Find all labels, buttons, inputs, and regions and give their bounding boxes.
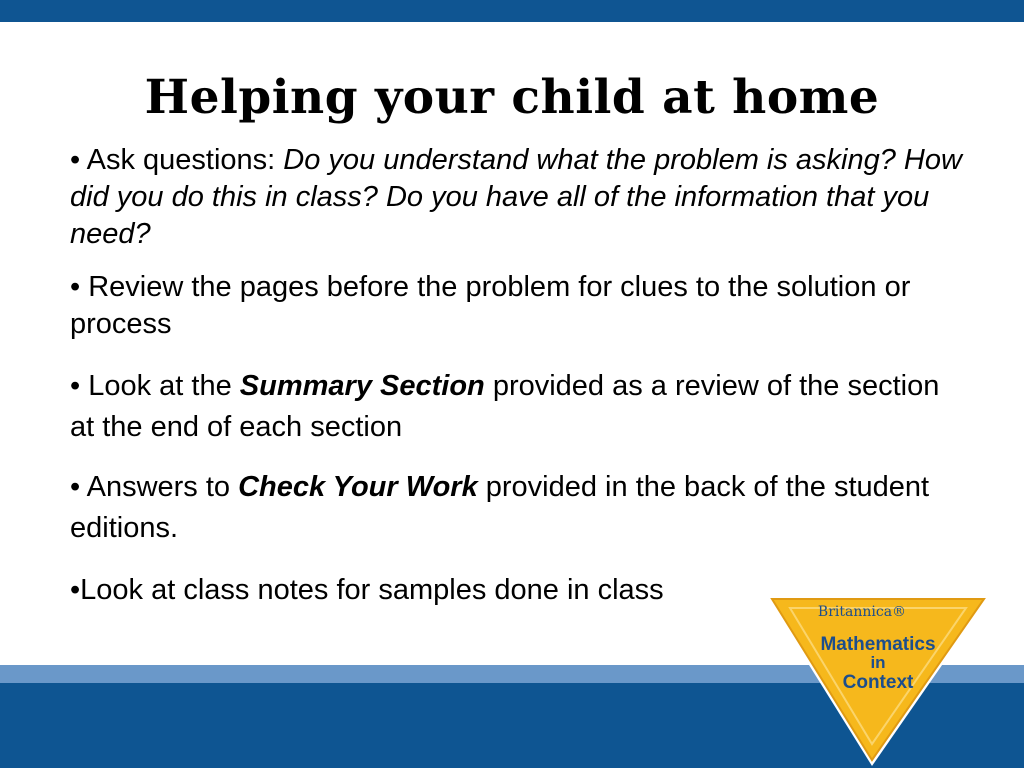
bullet-check-your-work [70, 467, 970, 549]
bullet-summary-section [70, 366, 970, 448]
logo-line-mathematics: Mathematics [820, 634, 936, 655]
logo-line-in: in [870, 653, 886, 672]
slide-title: Helping your child at home [144, 70, 880, 125]
top-banner [0, 0, 1024, 22]
bullet-text: • Look at the [70, 370, 240, 402]
bullet-text: • Ask questions: [70, 144, 284, 176]
bullet-emphasis: Check Your Work [238, 471, 478, 503]
bullet-text: • Answers to [70, 471, 239, 503]
bullet-text: • Review the pages before the problem for clues to the solution or process [70, 271, 911, 340]
bullet-emphasis: Summary Section [239, 370, 485, 402]
logo-triangle-graphic [760, 584, 996, 768]
bullet-text-suffix: provided as a review of the section at the end of each section [70, 370, 940, 443]
mathematics-in-context-logo [760, 584, 996, 768]
logo-brand-text: Britannica® [817, 604, 907, 620]
bullet-text-suffix: provided in the back of the student editions. [70, 471, 930, 544]
bullet-text: •Look at class notes for samples done in class [70, 574, 664, 606]
logo-line-context: Context [842, 672, 914, 693]
bullet-review-pages [70, 269, 970, 343]
bullet-ask-questions [70, 142, 970, 253]
bullet-emphasis: Do you understand what the problem is asking? How did you do this in class? Do you have all of the information that you need? [70, 144, 962, 250]
